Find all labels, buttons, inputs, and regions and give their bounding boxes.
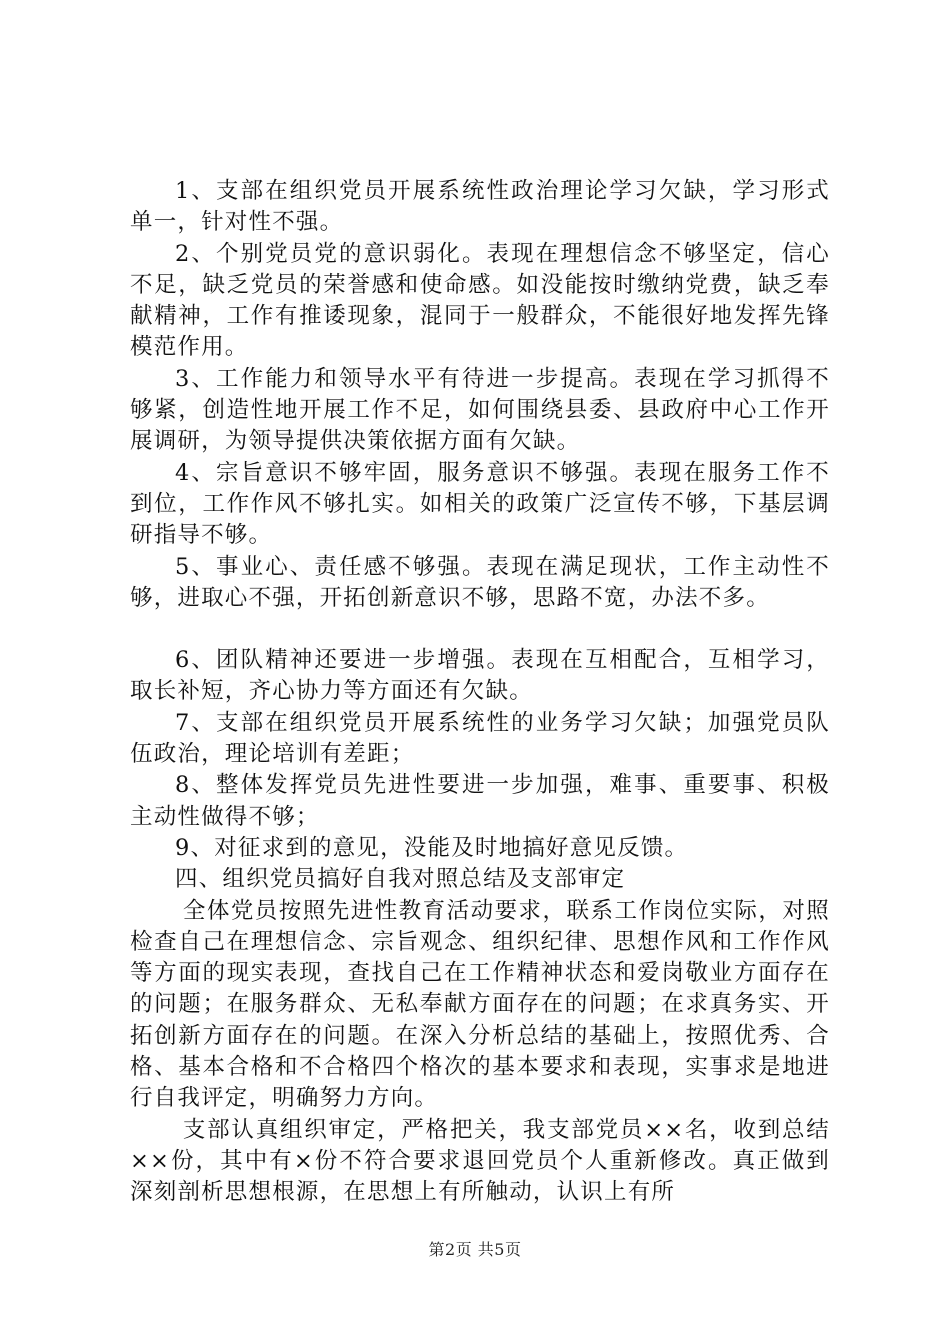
paragraph-item-7: 7、支部在组织党员开展系统性的业务学习欠缺；加强党员队伍政治，理论培训有差距； <box>130 709 830 768</box>
paragraph-item-6: 6、团队精神还要进一步增强。表现在互相配合，互相学习，取长补短，齐心协力等方面还有欠缺。 <box>130 647 830 705</box>
paragraph-item-2: 2、个别党员党的意识弱化。表现在理想信念不够坚定，信心不足，缺乏党员的荣誉感和使命感。如没能按时缴纳党费，缺乏奉献精神，工作有推诿现象，混同于一般群众，不能很好地发挥先锋模范作用。 <box>130 240 830 361</box>
paragraph-branch-review: 支部认真组织审定，严格把关，我支部党员××名，收到总结××份，其中有×份不符合要求退回党员个人重新修改。真正做到深刻剖析思想根源，在思想上有所触动，认识上有所 <box>130 1116 830 1206</box>
paragraph-item-3: 3、工作能力和领导水平有待进一步提高。表现在学习抓得不够紧，创造性地开展工作不足，如何围绕县委、县政府中心工作开展调研，为领导提供决策依据方面有欠缺。 <box>130 365 830 455</box>
paragraph-item-4: 4、宗旨意识不够牢固，服务意识不够强。表现在服务工作不到位，工作作风不够扎实。如相关的政策广泛宣传不够，下基层调研指导不够。 <box>130 459 830 549</box>
paragraph-item-5: 5、事业心、责任感不够强。表现在满足现状，工作主动性不够，进取心不强，开拓创新意识不够，思路不宽，办法不多。 <box>130 553 830 611</box>
page-number-footer: 第2页 共5页 <box>428 1240 522 1259</box>
section-heading-four: 四、组织党员搞好自我对照总结及支部审定 <box>175 866 626 893</box>
document-body <box>130 176 830 1209</box>
paragraph-self-evaluation: 全体党员按照先进性教育活动要求，联系工作岗位实际，对照检查自己在理想信念、宗旨观念、组织纪律、思想作风和工作作风等方面的现实表现，查找自己在工作精神状态和爱岗敬业方面存在的问题；在服务群众、无私奉献方面存在的问题；在求真务实、开拓创新方面存在的问题。在深入分析总结的基础上，按照优秀、合格、基本合格和不合格四个格次的基本要求和表现，实事求是地进行自我评定，明确努力方向。 <box>130 897 830 1112</box>
paragraph-item-8: 8、整体发挥党员先进性要进一步加强，难事、重要事、积极主动性做得不够； <box>130 772 830 830</box>
paragraph-item-1: 1、支部在组织党员开展系统性政治理论学习欠缺，学习形式单一，针对性不强。 <box>130 178 830 236</box>
paragraph-item-9: 9、对征求到的意见，没能及时地搞好意见反馈。 <box>175 834 689 861</box>
